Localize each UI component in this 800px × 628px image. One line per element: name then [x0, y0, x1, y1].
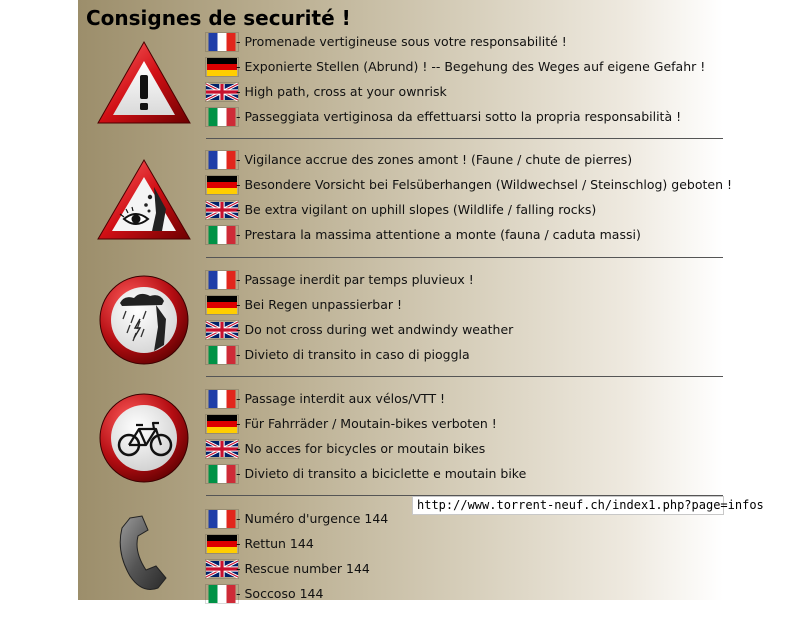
falling-rocks-eye-icon	[96, 157, 192, 247]
divider	[206, 376, 723, 377]
message-text: - Soccoso 144	[236, 586, 324, 601]
warning-exclamation-icon	[96, 39, 192, 129]
germany-flag-icon	[206, 296, 238, 314]
uk-flag-icon	[206, 321, 238, 339]
message-text: - Divieto di transito a biciclette e moutain bike	[236, 466, 527, 481]
message-text: - Besondere Vorsicht bei Felsüberhangen (Wildwechsel / Steinschlog) geboten !	[236, 177, 732, 192]
message-text: - Divieto di transito in caso di pioggla	[236, 347, 470, 362]
safety-section-bikes	[78, 390, 723, 508]
no-bicycle-icon	[96, 393, 192, 483]
france-flag-icon	[206, 271, 238, 289]
message-text: - Rettun 144	[236, 536, 314, 551]
telephone-handset-icon	[108, 512, 178, 602]
italy-flag-icon	[206, 226, 238, 244]
italy-flag-icon	[206, 108, 238, 126]
message-text: - High path, cross at your ownrisk	[236, 84, 447, 99]
germany-flag-icon	[206, 415, 238, 433]
message-text: - No acces for bicycles or moutain bikes	[236, 441, 486, 456]
uk-flag-icon	[206, 440, 238, 458]
message-text: - Vigilance accrue des zones amont ! (Faune / chute de pierres)	[236, 152, 633, 167]
germany-flag-icon	[206, 58, 238, 76]
divider	[206, 257, 723, 258]
france-flag-icon	[206, 390, 238, 408]
no-rain-icon	[96, 275, 192, 365]
message-text: - Prestara la massima attentione a monte (fauna / caduta massi)	[236, 227, 641, 242]
uk-flag-icon	[206, 201, 238, 219]
france-flag-icon	[206, 510, 238, 528]
uk-flag-icon	[206, 83, 238, 101]
message-text: - Be extra vigilant on uphill slopes (Wildlife / falling rocks)	[236, 202, 597, 217]
safety-section-rain	[78, 271, 723, 389]
message-text: - Do not cross during wet andwindy weather	[236, 322, 514, 337]
page-title: Consignes de securité !	[86, 6, 351, 30]
germany-flag-icon	[206, 176, 238, 194]
germany-flag-icon	[206, 535, 238, 553]
safety-section-emergency	[78, 510, 723, 628]
safety-section-vertigo	[78, 33, 723, 151]
italy-flag-icon	[206, 465, 238, 483]
france-flag-icon	[206, 151, 238, 169]
divider	[206, 138, 723, 139]
message-text: - Passeggiata vertiginosa da effettuarsi sotto la propria responsabilità !	[236, 109, 682, 124]
italy-flag-icon	[206, 585, 238, 603]
message-text: - Numéro d'urgence 144	[236, 511, 389, 526]
message-text: - Rescue number 144	[236, 561, 370, 576]
message-text: - Bei Regen unpassierbar !	[236, 297, 403, 312]
uk-flag-icon	[206, 560, 238, 578]
status-bar-url: http://www.torrent-neuf.ch/index1.php?page=infos	[412, 496, 724, 515]
message-text: - Promenade vertigineuse sous votre responsabilité !	[236, 34, 567, 49]
italy-flag-icon	[206, 346, 238, 364]
safety-section-rocks	[78, 151, 732, 269]
message-text: - Passage inerdit par temps pluvieux !	[236, 272, 474, 287]
message-text: - Passage interdit aux vélos/VTT !	[236, 391, 446, 406]
message-text: - Für Fahrräder / Moutain-bikes verboten !	[236, 416, 497, 431]
france-flag-icon	[206, 33, 238, 51]
message-text: - Exponierte Stellen (Abrund) ! -- Begehung des Weges auf eigene Gefahr !	[236, 59, 706, 74]
